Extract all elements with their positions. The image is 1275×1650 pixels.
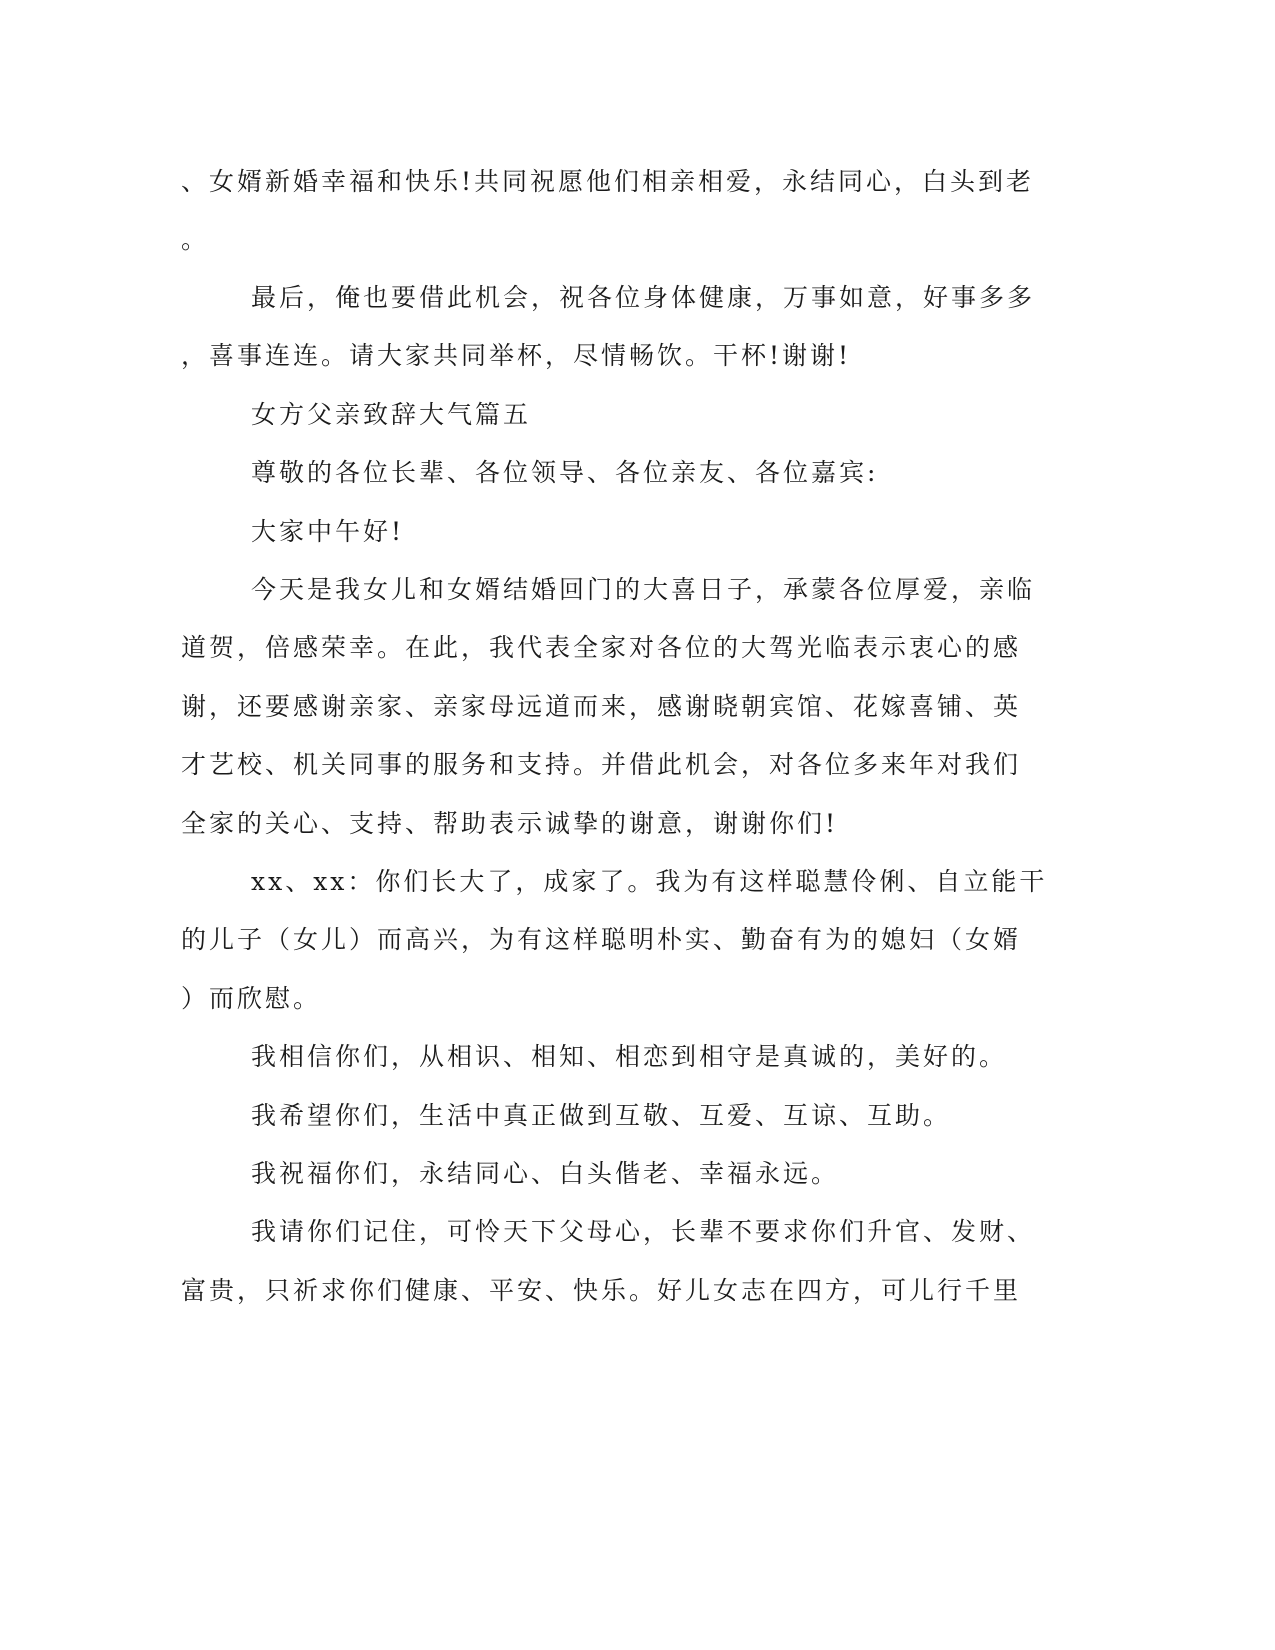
text-line: 全家的关心、支持、帮助表示诚挚的谢意，谢谢你们! bbox=[181, 809, 839, 838]
salutation: 尊敬的各位长辈、各位领导、各位亲友、各位嘉宾: bbox=[251, 458, 879, 487]
paragraph-line: 我祝福你们，永结同心、白头偕老、幸福永远。 bbox=[251, 1159, 840, 1188]
text-line: 的儿子（女儿）而高兴，为有这样聪明朴实、勤奋有为的媳妇（女婿 bbox=[181, 925, 1022, 954]
text-line: ，喜事连连。请大家共同举杯，尽情畅饮。干杯!谢谢! bbox=[181, 341, 852, 370]
text-line: 。 bbox=[181, 225, 210, 254]
text-line: 道贺，倍感荣幸。在此，我代表全家对各位的大驾光临表示衷心的感 bbox=[181, 633, 1022, 662]
text-line: 谢，还要感谢亲家、亲家母远道而来，感谢晓朝宾馆、花嫁喜铺、英 bbox=[181, 692, 1022, 721]
section-heading: 女方父亲致辞大气篇五 bbox=[251, 400, 532, 429]
text-line: ）而欣慰。 bbox=[181, 984, 322, 1013]
paragraph-line: 今天是我女儿和女婿结婚回门的大喜日子，承蒙各位厚爱，亲临 bbox=[251, 575, 1036, 604]
paragraph-line: 最后，俺也要借此机会，祝各位身体健康，万事如意，好事多多 bbox=[251, 283, 1036, 312]
paragraph-line: 我相信你们，从相识、相知、相恋到相守是真诚的，美好的。 bbox=[251, 1042, 1008, 1071]
paragraph-line: 我希望你们，生活中真正做到互敬、互爱、互谅、互助。 bbox=[251, 1101, 952, 1130]
text-line: 富贵，只祈求你们健康、平安、快乐。好儿女志在四方，可儿行千里 bbox=[181, 1276, 1022, 1305]
text-line: 、女婿新婚幸福和快乐!共同祝愿他们相亲相爱，永结同心，白头到老 bbox=[181, 167, 1035, 196]
paragraph-line: xx、xx：你们长大了，成家了。我为有这样聪慧伶俐、自立能干 bbox=[251, 867, 1048, 896]
greeting: 大家中午好! bbox=[251, 517, 405, 546]
text-line: 才艺校、机关同事的服务和支持。并借此机会，对各位多来年对我们 bbox=[181, 750, 1022, 779]
paragraph-line: 我请你们记住，可怜天下父母心，长辈不要求你们升官、发财、 bbox=[251, 1217, 1036, 1246]
